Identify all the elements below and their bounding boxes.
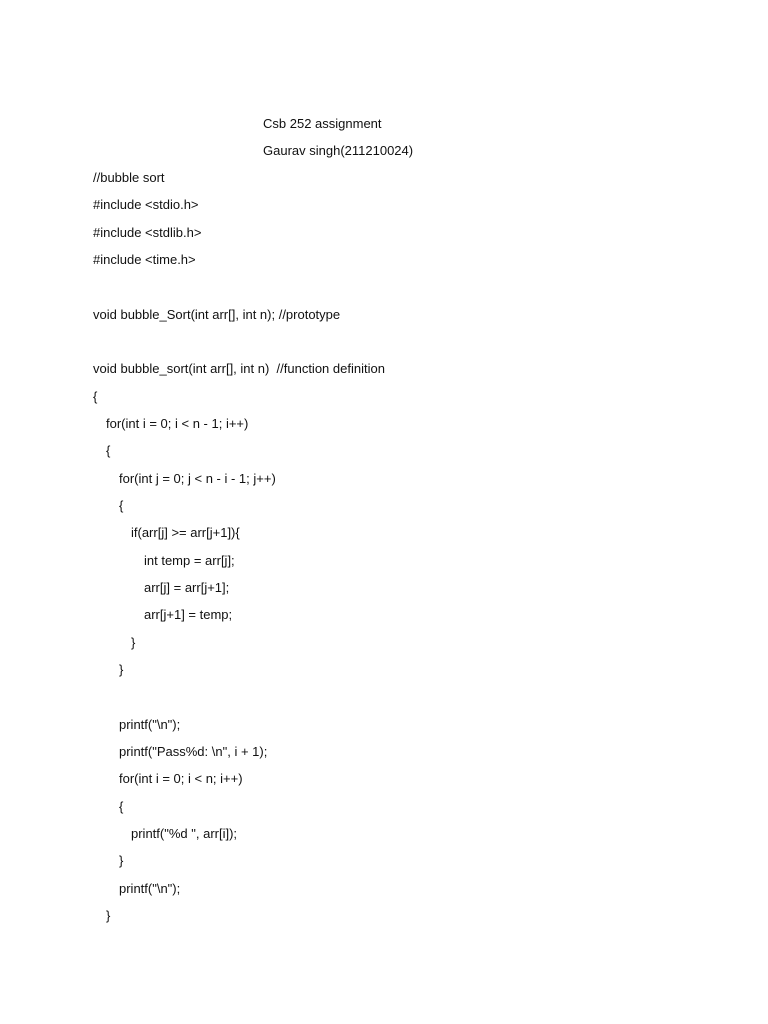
assignment-title: Csb 252 assignment <box>263 116 382 131</box>
code-line: arr[j+1] = temp; <box>144 607 233 622</box>
code-line: { <box>93 389 98 404</box>
code-line: int temp = arr[j]; <box>144 553 235 568</box>
code-line: for(int j = 0; j < n - i - 1; j++) <box>119 471 276 486</box>
code-line: arr[j] = arr[j+1]; <box>144 580 230 595</box>
code-line: for(int i = 0; i < n; i++) <box>119 771 243 786</box>
code-line: } <box>119 662 124 677</box>
code-line: { <box>119 799 124 814</box>
code-line: //bubble sort <box>93 170 165 185</box>
code-line: void bubble_sort(int arr[], int n) //function definition <box>93 361 385 376</box>
code-line: #include <time.h> <box>93 252 196 267</box>
code-line: for(int i = 0; i < n - 1; i++) <box>106 416 249 431</box>
code-line: printf("Pass%d: \n", i + 1); <box>119 744 268 759</box>
code-line: printf("%d ", arr[i]); <box>131 826 238 841</box>
code-line: printf("\n"); <box>119 881 181 896</box>
code-line: } <box>131 635 136 650</box>
author-line: Gaurav singh(211210024) <box>263 143 414 158</box>
code-line: #include <stdlib.h> <box>93 225 202 240</box>
code-line: void bubble_Sort(int arr[], int n); //prototype <box>93 307 341 322</box>
code-line: printf("\n"); <box>119 717 181 732</box>
code-line: #include <stdio.h> <box>93 197 199 212</box>
code-line: } <box>119 853 124 868</box>
code-line: } <box>106 908 111 923</box>
code-line: { <box>119 498 124 513</box>
code-line: { <box>106 443 111 458</box>
code-line: if(arr[j] >= arr[j+1]){ <box>131 525 240 540</box>
